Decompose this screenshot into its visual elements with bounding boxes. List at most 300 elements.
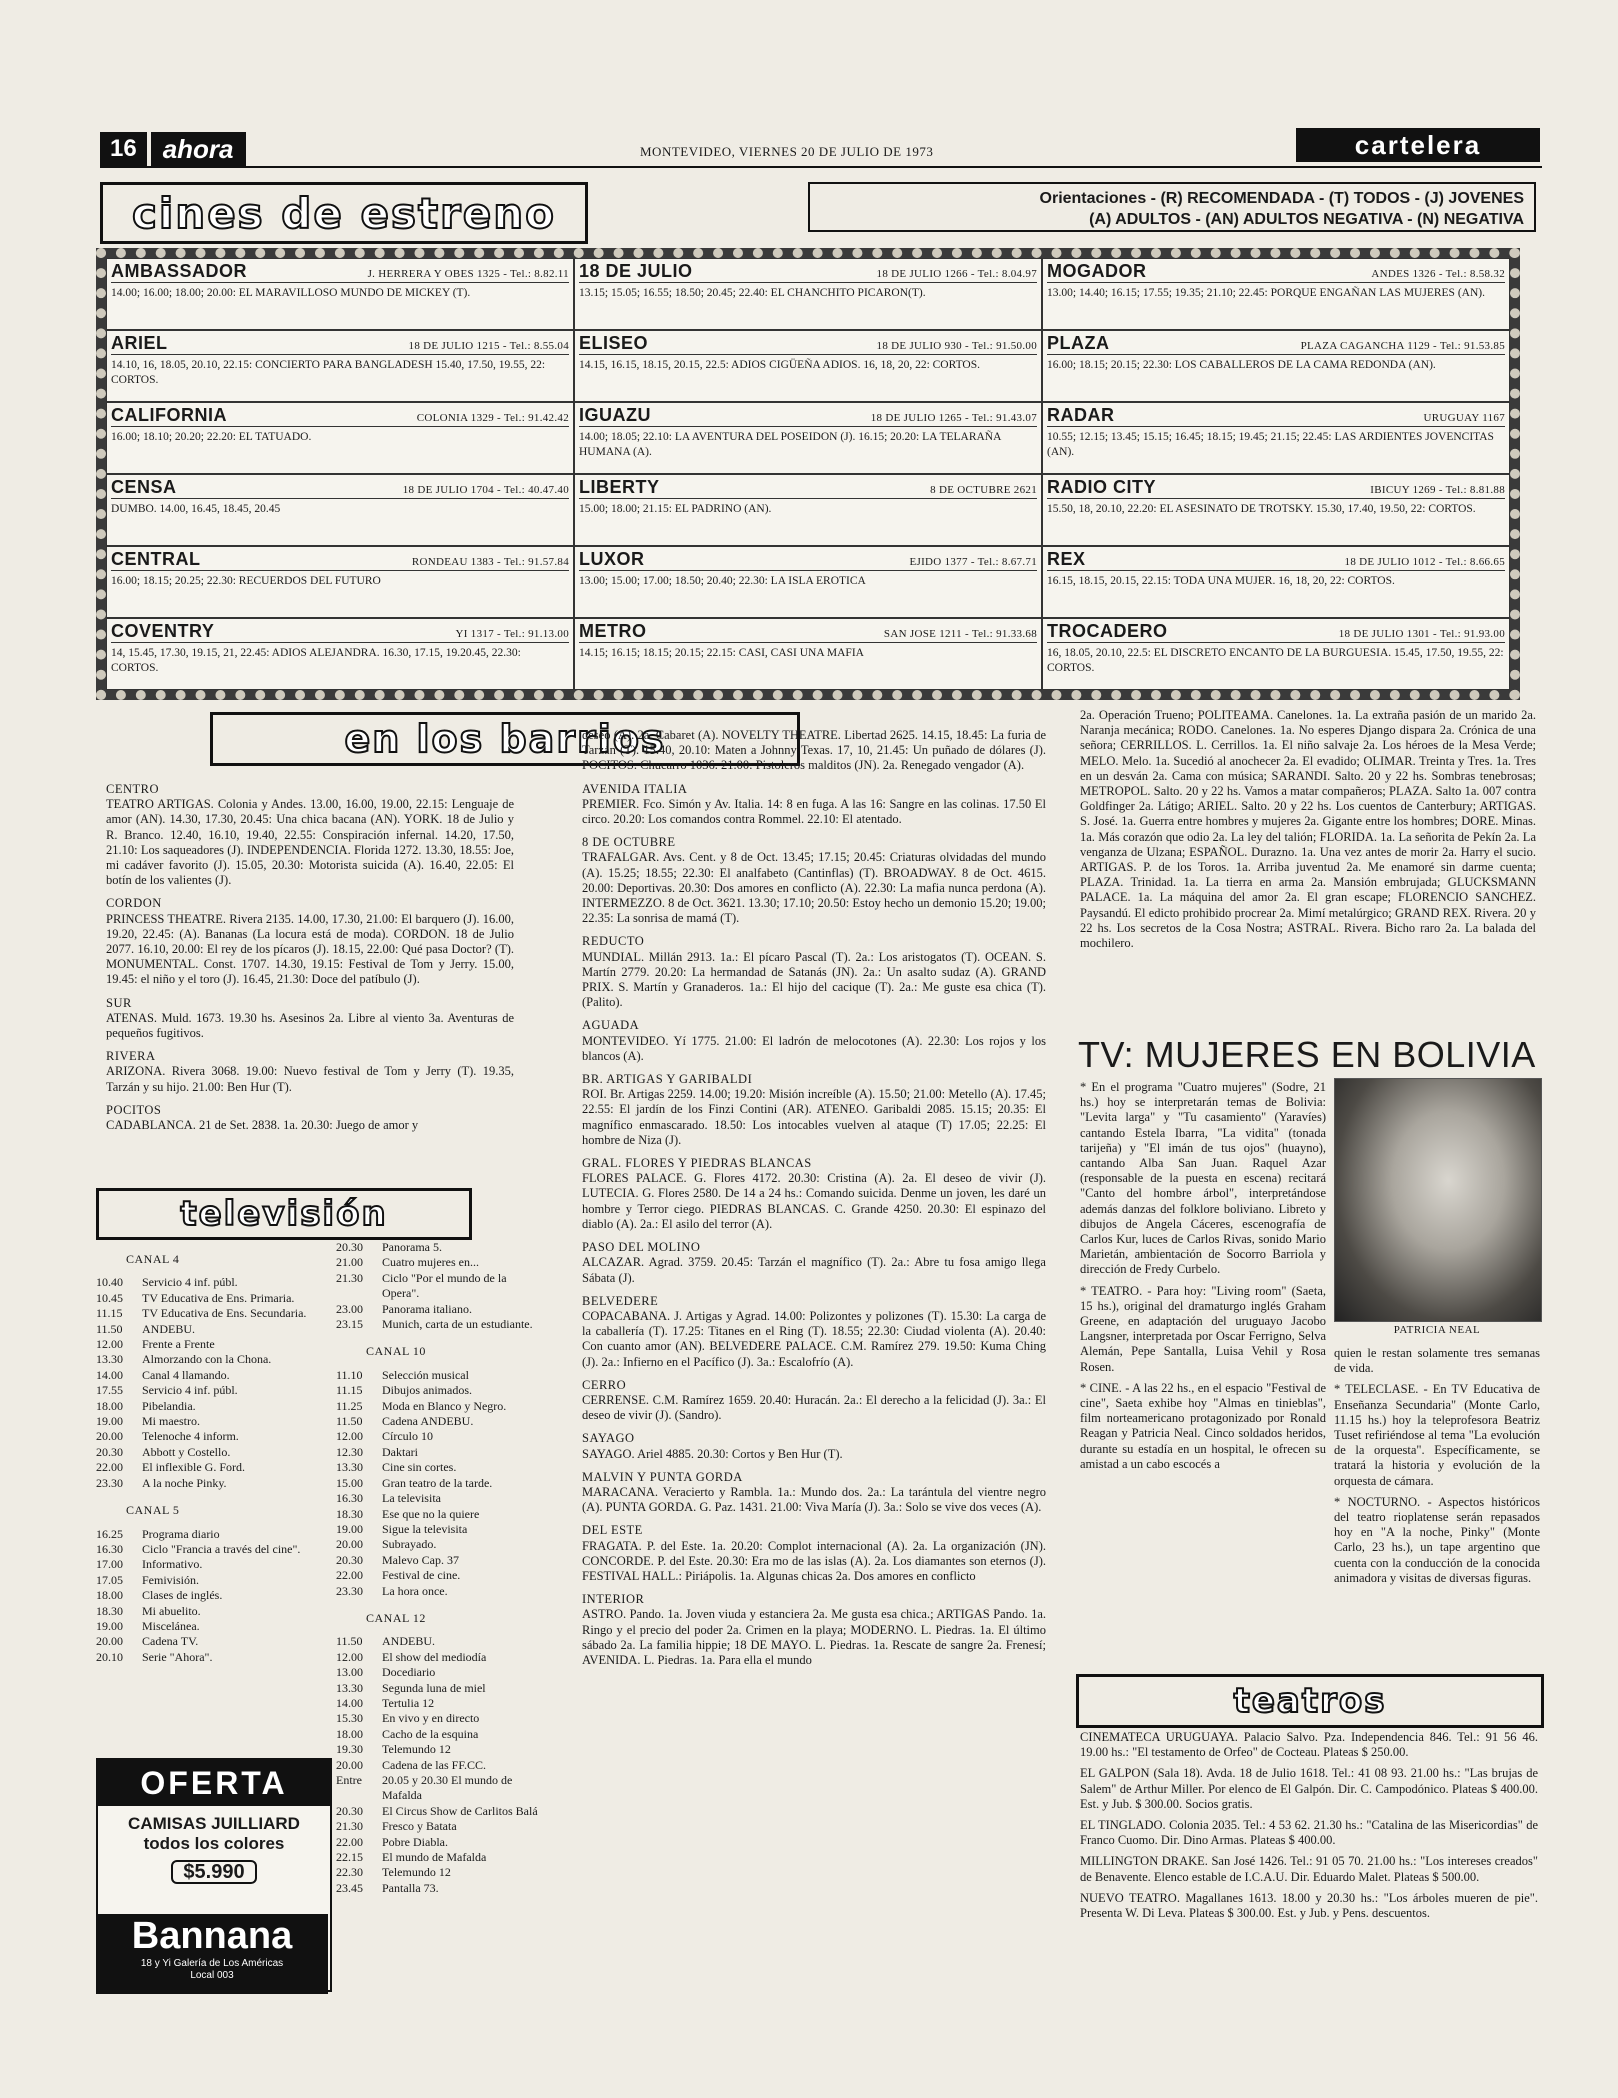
tv-program-row bbox=[336, 1553, 540, 1568]
theater-name: MOGADOR bbox=[1047, 261, 1147, 281]
barrio-heading: CENTRO bbox=[106, 782, 159, 796]
channel-list bbox=[336, 1634, 540, 1896]
program-title: Programa diario bbox=[142, 1526, 220, 1541]
program-title: Clases de inglés. bbox=[142, 1588, 223, 1603]
program-time: 12.00 bbox=[336, 1429, 363, 1444]
program-time: 11.15 bbox=[96, 1306, 123, 1321]
feature-cine: * CINE. - A las 22 hs., en el espacio "Festival de cine", Saeta exhibe hoy "Almas en tinieblas", film norteamericano protagonizado por Ronald Reagan y Patricia Neal. Cinco soldados heridos, durante su estadía en un hospital, le ofrecen su amistad a un cabo escocés a bbox=[1080, 1380, 1326, 1471]
tv-program-row bbox=[336, 1696, 540, 1711]
program-title: Servicio 4 inf. públ. bbox=[142, 1383, 238, 1398]
barrio-heading: MALVIN Y PUNTA GORDA bbox=[582, 1469, 743, 1484]
feature-column-2 bbox=[1334, 1346, 1540, 1592]
orientaciones-line1: Orientaciones - (R) RECOMENDADA - (T) TODOS - (J) JOVENES bbox=[1039, 190, 1524, 207]
theater-name: LIBERTY bbox=[579, 477, 660, 497]
tv-program-row bbox=[336, 1414, 540, 1429]
program-title: Docediario bbox=[382, 1665, 436, 1680]
theater-cell bbox=[1042, 330, 1510, 402]
tv-program-row bbox=[96, 1650, 322, 1665]
bannana-local: Local 003 bbox=[190, 1970, 234, 1981]
program-title: Gran teatro de la tarde. bbox=[382, 1475, 493, 1490]
channel-list bbox=[96, 1275, 322, 1491]
theater-address: ANDES 1326 - Tel.: 8.58.32 bbox=[1371, 268, 1505, 280]
program-title: Informativo. bbox=[142, 1557, 203, 1572]
barrio-heading: SUR bbox=[106, 995, 132, 1010]
theater-name: REX bbox=[1047, 549, 1086, 569]
program-title: Pantalla 73. bbox=[382, 1880, 439, 1895]
theater-name: LUXOR bbox=[579, 549, 645, 569]
barrio-heading: RIVERA bbox=[106, 1049, 156, 1064]
barrio-listing: COPACABANA. J. Artigas y Agrad. 14.00: Polizontes y polizones (T). 15.30: La carga de la caballería (T). 17.25: Titanes en el Ring (T). 18.55; 22.30: Ciudad violenta (A). 20.40: Con cuanto amor (AN). BELVEDERE PALACE. C.M. Ramírez 279. 19.50: Kuma Ching (J). 2a.: Infierno en el Pacífico (J). 3a.: Escalofrío (A). bbox=[582, 1308, 1046, 1369]
barrio-section bbox=[582, 1018, 1046, 1064]
program-time: 23.30 bbox=[336, 1583, 363, 1598]
program-title: Festival de cine. bbox=[382, 1568, 461, 1583]
tv-column-1 bbox=[96, 1240, 322, 1665]
patricia-neal-photo bbox=[1334, 1078, 1542, 1322]
barrio-listing: TRAFALGAR. Avs. Cent. y 8 de Oct. 13.45; 17.15; 20.45: Criaturas olvidadas del mundo (A). 15.25; 18.55; 22.30: El analfabeto (Cantinflas) (T). BROADWAY. 8 de Oct. 4615. 20.00: Deportivas. 20.30: Dos amores en conflicto (A). 22.30: La mafia nunca perdona (A). INTERMEZZO. 8 de Oct. 3621. 13.30; 17.10; 20.50: Estoy hecho un demonio 15.20; 19.00; 22.35: La sonrisa de mamá (T). bbox=[582, 850, 1046, 926]
page-number: 16 bbox=[100, 132, 147, 166]
theater-name: TROCADERO bbox=[1047, 621, 1168, 641]
program-title: Frente a Frente bbox=[142, 1337, 215, 1352]
tv-program-row bbox=[96, 1460, 322, 1475]
theater-cell bbox=[1042, 618, 1510, 690]
tv-program-row bbox=[96, 1542, 322, 1557]
tv-program-row bbox=[336, 1399, 540, 1414]
theater-address: 18 DE JULIO 1012 - Tel.: 8.66.65 bbox=[1344, 556, 1505, 568]
theater-cell bbox=[574, 402, 1042, 474]
barrio-heading: BELVEDERE bbox=[582, 1293, 659, 1308]
teatro-listing: EL GALPON (Sala 18). Avda. 18 de Julio 1618. Tel.: 41 08 93. 21.00 hs.: "Las brujas de Salem" de Arthur Miller. Por elenco de El Galpón. Dir. C. Campodónico. Plateas $ 400.00. Est. y Jub. $ 300.00. Socios gratis. bbox=[1080, 1766, 1538, 1811]
tv-program-row bbox=[336, 1445, 540, 1460]
theater-cell bbox=[1042, 258, 1510, 330]
program-title: Telemundo 12 bbox=[382, 1742, 451, 1757]
bannana-ad bbox=[96, 1914, 328, 1994]
barrio-listing: MARACANA. Veracierto y Rambla. 1a.: Mundo dos. 2a.: La tarántula del vientre negro (A). PUNTA GORDA. G. Paz. 1431. 21.00: Viva María (J). 3a.: Solo se vive dos veces (A). bbox=[582, 1484, 1046, 1515]
theater-cell bbox=[574, 474, 1042, 546]
theater-cell bbox=[106, 258, 574, 330]
program-title: Mi maestro. bbox=[142, 1414, 200, 1429]
theater-name: CALIFORNIA bbox=[111, 405, 227, 425]
program-time: 14.00 bbox=[96, 1367, 123, 1382]
barrio-listing: CADABLANCA. 21 de Set. 2838. 1a. 20.30: Juego de amor y bbox=[106, 1118, 419, 1133]
program-time: 20.30 bbox=[96, 1444, 123, 1459]
channel-heading: CANAL 10 bbox=[366, 1344, 426, 1359]
tv-program-row bbox=[336, 1537, 540, 1552]
barrio-listing: CERRENSE. C.M. Ramírez 1659. 20.40: Huracán. 2a.: El derecho a la felicidad (J). 3a.: El deseo de vivir (J). (Sandro). bbox=[582, 1392, 1046, 1423]
program-title: Mi abuelito. bbox=[142, 1603, 201, 1618]
tv-program-row bbox=[336, 1881, 540, 1896]
theater-cell bbox=[1042, 546, 1510, 618]
program-title: Ciclo "Por el mundo de la Opera". bbox=[382, 1270, 507, 1301]
tv-program-row bbox=[96, 1476, 322, 1491]
program-time: 11.50 bbox=[336, 1414, 363, 1429]
program-time: 20.00 bbox=[336, 1537, 363, 1552]
theater-address: 18 DE JULIO 1265 - Tel.: 91.43.07 bbox=[870, 412, 1037, 424]
barrio-section bbox=[582, 1470, 1046, 1516]
theater-name: IGUAZU bbox=[579, 405, 651, 425]
teatro-listing: MILLINGTON DRAKE. San José 1426. Tel.: 91 05 70. 21.00 hs.: "Los intereses creados" de Benavente. Elenco estable de I.C.A.U. Dir. Eduardo Malet. Plateas $ 500.00. bbox=[1080, 1854, 1538, 1884]
theater-name: METRO bbox=[579, 621, 647, 641]
program-time: 13.30 bbox=[96, 1352, 123, 1367]
barrio-listing: PREMIER. Fco. Simón y Av. Italia. 14: 8 en fuga. A las 16: Sangre en las colinas. 17.50 El circo. 20.20: Los comandos contra Rommel. 22.10: El atentado. bbox=[582, 796, 1046, 827]
program-title: Subrayado. bbox=[382, 1537, 437, 1552]
barrio-listing: ATENAS. Muld. 1673. 19.30 hs. Asesinos 2a. Libre al viento 3a. Aventuras de pequeños fugitivos. bbox=[106, 1010, 514, 1041]
program-time: 16.30 bbox=[336, 1491, 363, 1506]
barrio-heading: REDUCTO bbox=[582, 934, 645, 949]
tv-program-row bbox=[336, 1850, 540, 1865]
teatros-title: teatros bbox=[1233, 1681, 1387, 1721]
theater-showtimes: 16, 18.05, 20.10, 22.5: EL DISCRETO ENCANTO DE LA BURGUESIA. 15.45, 17.50, 19.55, 22: CORTOS. bbox=[1047, 647, 1504, 674]
tv-program-row bbox=[96, 1368, 322, 1383]
program-title: ANDEBU. bbox=[382, 1634, 435, 1649]
tv-program-row bbox=[96, 1306, 322, 1321]
theater-showtimes: 14.10, 16, 18.05, 20.10, 22.15: CONCIERTO PARA BANGLADESH 15.40, 17.50, 19.55, 22: CORTOS. bbox=[111, 359, 546, 386]
program-title: Cadena ANDEBU. bbox=[382, 1414, 474, 1429]
barrio-heading: INTERIOR bbox=[582, 1592, 645, 1607]
barrio-section bbox=[106, 896, 514, 987]
program-title: Cine sin cortes. bbox=[382, 1460, 457, 1475]
barrio-listing: SAYAGO. Ariel 4885. 20.30: Cortos y Ben Hur (T). bbox=[582, 1446, 843, 1461]
oferta-headline: OFERTA bbox=[98, 1760, 330, 1806]
program-title: La hora once. bbox=[382, 1583, 448, 1598]
barrio-section bbox=[106, 1103, 514, 1133]
barrios-title: en los barrios bbox=[344, 717, 666, 761]
program-time: 21.30 bbox=[336, 1270, 363, 1285]
theater-showtimes: 15.00; 18.00; 21.15: EL PADRINO (AN). bbox=[579, 503, 772, 515]
theater-showtimes: 16.15, 18.15, 20.15, 22.15: TODA UNA MUJER. 16, 18, 20, 22: CORTOS. bbox=[1047, 575, 1395, 587]
tv-program-row bbox=[336, 1819, 540, 1834]
tv-program-row bbox=[336, 1711, 540, 1726]
program-time: 17.05 bbox=[96, 1572, 123, 1587]
program-title: Femivisión. bbox=[142, 1572, 200, 1587]
theater-address: IBICUY 1269 - Tel.: 8.81.88 bbox=[1370, 484, 1505, 496]
program-time: 11.25 bbox=[336, 1398, 363, 1413]
barrio-section bbox=[106, 782, 514, 888]
program-time: 22.15 bbox=[336, 1850, 363, 1865]
bannana-address: 18 y Yi Galería de Los Américas bbox=[140, 1958, 284, 1969]
theater-showtimes: 16.00; 18.15; 20.25; 22.30: RECUERDOS DEL FUTURO bbox=[111, 575, 381, 587]
program-title: TV Educativa de Ens. Secundaria. bbox=[142, 1306, 307, 1321]
feature-intro: * En el programa "Cuatro mujeres" (Sodre, 21 hs.) hoy se interpretarán temas de Bolivia: "Levita larga" y "Tu casamiento" (Yaravíes) cantando Estela Ibarra, "La vidita" (tonada tarijeña) y "El imán de tus ojos" (huayno), cantando Alba San Juan. Raquel Azar (responsable de la puesta en escena) recitará "Canto del hombre árbol", interpretándose además danzas del folklore boliviano. Libreto y dibujos de Angela Cáceres, escenografía de Carlos Kur, luces de Carlos Rivas, sonido Mario Marietán, ambientación de Socorro Barriola y dirección de Fredy Curbelo. bbox=[1080, 1080, 1326, 1277]
program-time: 22.00 bbox=[96, 1460, 123, 1475]
theater-cell bbox=[106, 402, 574, 474]
theater-cell bbox=[574, 618, 1042, 690]
tv-program-row bbox=[336, 1835, 540, 1850]
theater-name: 18 DE JULIO bbox=[579, 261, 693, 281]
oferta-line1: CAMISAS JUILLIARD bbox=[128, 1814, 300, 1833]
program-time: 21.30 bbox=[336, 1819, 363, 1834]
theater-name: COVENTRY bbox=[111, 621, 215, 641]
tv-program-row bbox=[336, 1804, 540, 1819]
orientaciones-line2: (A) ADULTOS - (AN) ADULTOS NEGATIVA - (N) NEGATIVA bbox=[1089, 211, 1524, 228]
theater-address: PLAZA CAGANCHA 1129 - Tel.: 91.53.85 bbox=[1300, 340, 1505, 352]
tv-program-row bbox=[96, 1557, 322, 1572]
barrio-section bbox=[582, 835, 1046, 926]
program-title: Telenoche 4 inform. bbox=[142, 1429, 239, 1444]
theater-showtimes: 15.50, 18, 20.10, 22.20: EL ASESINATO DE TROTSKY. 15.30, 17.40, 19.50, 22: CORTOS. bbox=[1047, 503, 1476, 515]
program-time: 13.30 bbox=[336, 1460, 363, 1475]
program-title: El Circus Show de Carlitos Balá bbox=[382, 1803, 538, 1818]
theater-name: RADAR bbox=[1047, 405, 1115, 425]
program-time: 20.30 bbox=[336, 1803, 363, 1818]
program-time: 11.50 bbox=[336, 1634, 363, 1649]
tv-program-row bbox=[336, 1240, 540, 1255]
theater-address: COLONIA 1329 - Tel.: 91.42.42 bbox=[416, 412, 569, 424]
program-time: 14.00 bbox=[336, 1695, 363, 1710]
section-tag: cartelera bbox=[1296, 128, 1540, 162]
program-time: 16.25 bbox=[96, 1526, 123, 1541]
publication-logo: ahora bbox=[151, 132, 246, 166]
tv-column-2 bbox=[336, 1240, 540, 1896]
theater-showtimes: 13.15; 15.05; 16.55; 18.50; 20.45; 22.40: EL CHANCHITO PICARON(T). bbox=[579, 287, 926, 299]
program-time: 18.00 bbox=[336, 1726, 363, 1741]
theater-showtimes: 10.55; 12.15; 13.45; 15.15; 16.45; 18.15; 19.45; 21.15; 22.45: LAS ARDIENTES JOVENCITAS (AN). bbox=[1047, 431, 1494, 458]
program-time: 19.00 bbox=[96, 1618, 123, 1633]
tv-program-row bbox=[336, 1584, 540, 1599]
tv-program-row bbox=[96, 1352, 322, 1367]
tv-program-row bbox=[96, 1291, 322, 1306]
tv-program-row bbox=[336, 1429, 540, 1444]
program-title: ANDEBU. bbox=[142, 1321, 195, 1336]
feature-title: TV: MUJERES EN BOLIVIA bbox=[1078, 1034, 1536, 1075]
barrio-section bbox=[582, 1240, 1046, 1286]
barrio-listing: FRAGATA. P. del Este. 1a. 20.20: Complot internacional (A). 2a. La organización (JN). CONCORDE. P. del Este. 20.30: Era mo de las islas (A). 2a. Los diamantes son eternos (J). FESTIVAL HALL.: Piriápolis. 1a. Algunas chicas 2a. Dos amores en conflicto bbox=[582, 1538, 1046, 1583]
barrio-section bbox=[106, 996, 514, 1042]
tv-program-row bbox=[336, 1491, 540, 1506]
program-time: 22.30 bbox=[336, 1865, 363, 1880]
tv-program-row bbox=[336, 1773, 540, 1804]
tv-program-row bbox=[96, 1275, 322, 1290]
program-time: 10.40 bbox=[96, 1275, 123, 1290]
tv-program-row bbox=[336, 1742, 540, 1757]
theater-cell bbox=[1042, 402, 1510, 474]
program-title: 20.05 y 20.30 El mundo de Mafalda bbox=[382, 1773, 513, 1803]
theater-showtimes: 14.00; 18.05; 22.10: LA AVENTURA DEL POSEIDON (J). 16.15; 20.20: LA TELARAÑA HUMANA (A). bbox=[579, 431, 1001, 458]
program-title: Servicio 4 inf. públ. bbox=[142, 1275, 238, 1290]
program-title: Círculo 10 bbox=[382, 1429, 433, 1444]
masthead-left bbox=[100, 132, 246, 166]
channel-list bbox=[336, 1240, 540, 1332]
barrio-section bbox=[582, 1072, 1046, 1148]
barrio-listing: ARIZONA. Rivera 3068. 19.00: Nuevo festival de Tom y Jerry (T). 19.35, Tarzán y su hijo. 21.00: Ben Hur (T). bbox=[106, 1064, 514, 1094]
program-title: Ciclo "Francia a través del cine". bbox=[142, 1541, 301, 1556]
program-time: 19.30 bbox=[336, 1742, 363, 1757]
barrio-heading: BR. ARTIGAS Y GARIBALDI bbox=[582, 1072, 753, 1087]
program-title: Segunda luna de miel bbox=[382, 1680, 486, 1695]
program-time: 22.00 bbox=[336, 1834, 363, 1849]
program-title: Cadena TV. bbox=[142, 1634, 199, 1649]
program-title: En vivo y en directo bbox=[382, 1711, 480, 1726]
barrios-column-2 bbox=[582, 728, 1046, 1668]
channel-list bbox=[336, 1368, 540, 1599]
program-title: TV Educativa de Ens. Primaria. bbox=[142, 1290, 295, 1305]
barrio-listing: MONTEVIDEO. Yí 1775. 21.00: El ladrón de melocotones (A). 22.30: Los rojos y los blancos (A). bbox=[582, 1033, 1046, 1063]
barrio-listing: ASTRO. Pando. 1a. Joven viuda y estanciera 2a. Me gusta esa chica.; ARTIGAS Pando. 1a. Ringo y el precio del poder 2a. Crimen en la playa; MODERNO. L. Piedras. 1a. El último sábado 2a. La familia hippie; 18 DE MAYO. L. Piedras. 1a. Rescate de sangre 2a. Frenesí; AVENIDA. L. Piedras. 1a. Para ella el mundo bbox=[582, 1607, 1046, 1667]
program-title: El inflexible G. Ford. bbox=[142, 1460, 245, 1475]
barrio-listing: PRINCESS THEATRE. Rivera 2135. 14.00, 17.30, 21.00: El barquero (J). 16.00, 19.20, 22.45: (A). Bananas (La locura está de moda). CORDON. 18 de Julio 2077. 16.10, 20.00: El rey de los pícaros (J). 18.15, 22.00: Qué pasa Doctor? (T). MONUMENTAL. Const. 1707. 14.30, 19.15: Festival de Tom y Jerry. 15.00, 19.45: el niño y el toro (J). 16.45, 21.30: Doce del patíbulo (J). bbox=[106, 911, 514, 987]
tv-program-row bbox=[96, 1337, 322, 1352]
theater-showtimes: 13.00; 14.40; 16.15; 17.55; 19.35; 21.10; 22.45: PORQUE ENGAÑAN LAS MUJERES (AN). bbox=[1047, 287, 1485, 299]
theater-cell bbox=[574, 546, 1042, 618]
tv-program-row bbox=[96, 1619, 322, 1634]
tv-program-row bbox=[96, 1429, 322, 1444]
program-time: 19.00 bbox=[96, 1414, 123, 1429]
program-time: 20.00 bbox=[96, 1634, 123, 1649]
theater-address: 18 DE JULIO 930 - Tel.: 91.50.00 bbox=[876, 340, 1037, 352]
theater-name: ELISEO bbox=[579, 333, 649, 353]
cines-grid-frame bbox=[96, 248, 1520, 700]
program-title: Tertulia 12 bbox=[382, 1695, 435, 1710]
oferta-line2: todos los colores bbox=[143, 1834, 285, 1853]
theater-address: RONDEAU 1383 - Tel.: 91.57.84 bbox=[411, 556, 569, 568]
barrio-section bbox=[582, 1156, 1046, 1232]
oferta-price: $5.990 bbox=[171, 1860, 256, 1884]
program-title: El mundo de Mafalda bbox=[382, 1850, 487, 1865]
tv-program-row bbox=[336, 1507, 540, 1522]
program-title: Malevo Cap. 37 bbox=[382, 1552, 459, 1567]
program-time: 16.30 bbox=[96, 1541, 123, 1556]
program-time: 11.10 bbox=[336, 1367, 363, 1382]
tv-program-row bbox=[96, 1445, 322, 1460]
program-title: Sigue la televisita bbox=[382, 1521, 468, 1536]
program-time: 20.30 bbox=[336, 1552, 363, 1567]
feature-column-1 bbox=[1080, 1080, 1326, 1478]
program-time: 17.00 bbox=[96, 1557, 123, 1572]
teatros-title-box bbox=[1076, 1674, 1544, 1728]
barrio-heading: AGUADA bbox=[582, 1018, 640, 1033]
theater-showtimes: 16.00; 18.15; 20.15; 22.30: LOS CABALLEROS DE LA CAMA REDONDA (AN). bbox=[1047, 359, 1436, 371]
feature-after-caption: quien le restan solamente tres semanas de vida. bbox=[1334, 1346, 1540, 1376]
channel-heading: CANAL 4 bbox=[126, 1252, 180, 1266]
program-time: 13.00 bbox=[336, 1665, 363, 1680]
barrio-heading: GRAL. FLORES Y PIEDRAS BLANCAS bbox=[582, 1156, 812, 1171]
program-time: 11.50 bbox=[96, 1321, 123, 1336]
tv-program-row bbox=[336, 1317, 540, 1332]
theater-showtimes: 14.15, 16.15, 18.15, 20.15, 22.5: ADIOS CIGÜEÑA ADIOS. 16, 18, 20, 22: CORTOS. bbox=[579, 359, 980, 371]
tv-program-row bbox=[336, 1383, 540, 1398]
feature-teleclase: * TELECLASE. - En TV Educativa de Enseñanza Secundaria" (Monte Carlo, 11.15 hs.) hoy la teleprofesora Beatriz Tuset refiriéndose al tema "La evolución de la orquesta". Específicamente, se tratará la historia y evolución de la orquesta de cámara. bbox=[1334, 1382, 1540, 1488]
program-time: 15.00 bbox=[336, 1475, 363, 1490]
theater-address: EJIDO 1377 - Tel.: 8.67.71 bbox=[909, 556, 1037, 568]
channel-list bbox=[96, 1527, 322, 1666]
barrio-listing: FLORES PALACE. G. Flores 4172. 20.30: Cristina (A). 2a. El deseo de vivir (J). LUTECIA. G. Flores 2580. De 14 a 24 hs.: Comando suicida. Denme un joven, les daré un hombre y Terror ciego. PIEDRAS BLANCAS. C. Grande 4250. 20.30: El espinazo del diablo (A). 2a.: El asilo del terror (A). bbox=[582, 1171, 1046, 1231]
theater-name: ARIEL bbox=[111, 333, 168, 353]
program-title: Panorama italiano. bbox=[382, 1301, 472, 1316]
tv-program-row bbox=[336, 1758, 540, 1773]
theater-name: PLAZA bbox=[1047, 333, 1110, 353]
barrios-column-1 bbox=[106, 774, 514, 1133]
theater-address: 18 DE JULIO 1266 - Tel.: 8.04.97 bbox=[876, 268, 1037, 280]
program-time: 22.00 bbox=[336, 1568, 363, 1583]
program-title: Cacho de la esquina bbox=[382, 1726, 479, 1741]
program-time: 20.30 bbox=[336, 1240, 363, 1254]
barrio-heading: DEL ESTE bbox=[582, 1523, 643, 1538]
program-title: Pobre Diabla. bbox=[382, 1834, 448, 1849]
barrio-section bbox=[582, 782, 1046, 828]
barrio-listing: TEATRO ARTIGAS. Colonia y Andes. 13.00, 16.00, 19.00, 22.15: Lenguaje de amor (AN). 14.30, 17.30, 20.45: Una chica bacana (AN). YORK. 18 de Julio y R. Branco. 12.40, 16.10, 19.40, 22.55: Conspiración infernal. 14.20, 17.50, 21.10: Los saqueadores (J). INDEPENDENCIA. Florida 1272. 13.30, 18.55: Joe, mi cadáver favorito (J). 15.05, 20.30: Motorista suicida (A). 16.40, 22.05: El botín de los valientes (J). bbox=[106, 797, 514, 888]
cines-title: cines de estreno bbox=[132, 188, 556, 238]
program-time: 23.45 bbox=[336, 1880, 363, 1895]
program-time: 20.00 bbox=[336, 1757, 363, 1772]
program-title: Canal 4 llamando. bbox=[142, 1367, 230, 1382]
theater-address: YI 1317 - Tel.: 91.13.00 bbox=[455, 628, 569, 640]
program-title: Telemundo 12 bbox=[382, 1865, 451, 1880]
tv-program-row bbox=[96, 1322, 322, 1337]
theater-address: 18 DE JULIO 1301 - Tel.: 91.93.00 bbox=[1338, 628, 1505, 640]
barrio-heading: CERRO bbox=[582, 1377, 627, 1392]
theater-address: J. HERRERA Y OBES 1325 - Tel.: 8.82.11 bbox=[367, 268, 569, 280]
program-time: 18.00 bbox=[96, 1398, 123, 1413]
program-time: 13.30 bbox=[336, 1680, 363, 1695]
tv-program-row bbox=[96, 1414, 322, 1429]
program-title: El show del mediodía bbox=[382, 1649, 487, 1664]
program-title: Serie "Ahora". bbox=[142, 1649, 213, 1664]
orientaciones-legend bbox=[808, 182, 1536, 232]
theater-cell bbox=[574, 330, 1042, 402]
tv-program-row bbox=[336, 1681, 540, 1696]
program-time: 18.30 bbox=[336, 1506, 363, 1521]
program-time: 20.00 bbox=[96, 1429, 123, 1444]
program-time: 20.10 bbox=[96, 1649, 123, 1664]
tv-program-row bbox=[96, 1588, 322, 1603]
program-title: La televisita bbox=[382, 1491, 441, 1506]
program-title: Dibujos animados. bbox=[382, 1383, 472, 1398]
program-time: Entre bbox=[336, 1773, 362, 1787]
program-time: 12.00 bbox=[96, 1337, 123, 1352]
barrio-section bbox=[582, 1592, 1046, 1668]
theater-address: 8 DE OCTUBRE 2621 bbox=[930, 484, 1037, 496]
theater-showtimes: 13.00; 15.00; 17.00; 18.50; 20.40; 22.30: LA ISLA EROTICA bbox=[579, 575, 866, 587]
program-title: Ese que no la quiere bbox=[382, 1506, 480, 1521]
cines-title-box bbox=[100, 182, 588, 244]
teatro-listing: NUEVO TEATRO. Magallanes 1613. 18.00 y 20.30 hs.: "Los árboles mueren de pie". Presenta W. Di Leva. Plateas $ 300.00. Est. y Jub. y Pens. descuentos. bbox=[1080, 1890, 1538, 1921]
tv-program-row bbox=[336, 1650, 540, 1665]
program-time: 23.30 bbox=[96, 1475, 123, 1490]
tv-program-row bbox=[336, 1271, 540, 1302]
tv-program-row bbox=[96, 1383, 322, 1398]
theater-address: SAN JOSE 1211 - Tel.: 91.33.68 bbox=[883, 628, 1037, 640]
barrio-section bbox=[106, 1049, 514, 1095]
program-title: A la noche Pinky. bbox=[142, 1475, 227, 1490]
theater-address: 18 DE JULIO 1704 - Tel.: 40.47.40 bbox=[402, 484, 569, 496]
barrio-section bbox=[582, 1431, 1046, 1461]
program-time: 17.55 bbox=[96, 1383, 123, 1398]
tv-program-row bbox=[336, 1522, 540, 1537]
barrios-column-3 bbox=[1080, 708, 1536, 951]
barrio-heading: PASO DEL MOLINO bbox=[582, 1240, 701, 1255]
program-time: 19.00 bbox=[336, 1521, 363, 1536]
theater-name: CENSA bbox=[111, 477, 177, 497]
bannana-logo: Bannana bbox=[131, 1915, 293, 1957]
program-title: Abbott y Costello. bbox=[142, 1444, 231, 1459]
program-time: 18.00 bbox=[96, 1588, 123, 1603]
program-title: Almorzando con la Chona. bbox=[142, 1352, 272, 1367]
theater-cell bbox=[106, 330, 574, 402]
program-time: 12.30 bbox=[336, 1444, 363, 1459]
program-title: Pibelandia. bbox=[142, 1398, 196, 1413]
theater-name: AMBASSADOR bbox=[111, 261, 248, 281]
program-time: 23.00 bbox=[336, 1301, 363, 1316]
tv-program-row bbox=[96, 1634, 322, 1649]
program-title: Panorama 5. bbox=[382, 1240, 442, 1254]
masthead-rule bbox=[100, 166, 1542, 168]
television-title-box bbox=[96, 1188, 472, 1240]
program-title: Daktari bbox=[382, 1444, 418, 1459]
photo-caption: PATRICIA NEAL bbox=[1393, 1324, 1481, 1336]
program-title: Munich, carta de un estudiante. bbox=[382, 1317, 533, 1332]
tv-program-row bbox=[336, 1665, 540, 1680]
tv-program-row bbox=[96, 1399, 322, 1414]
program-title: Fresco y Batata bbox=[382, 1819, 457, 1834]
